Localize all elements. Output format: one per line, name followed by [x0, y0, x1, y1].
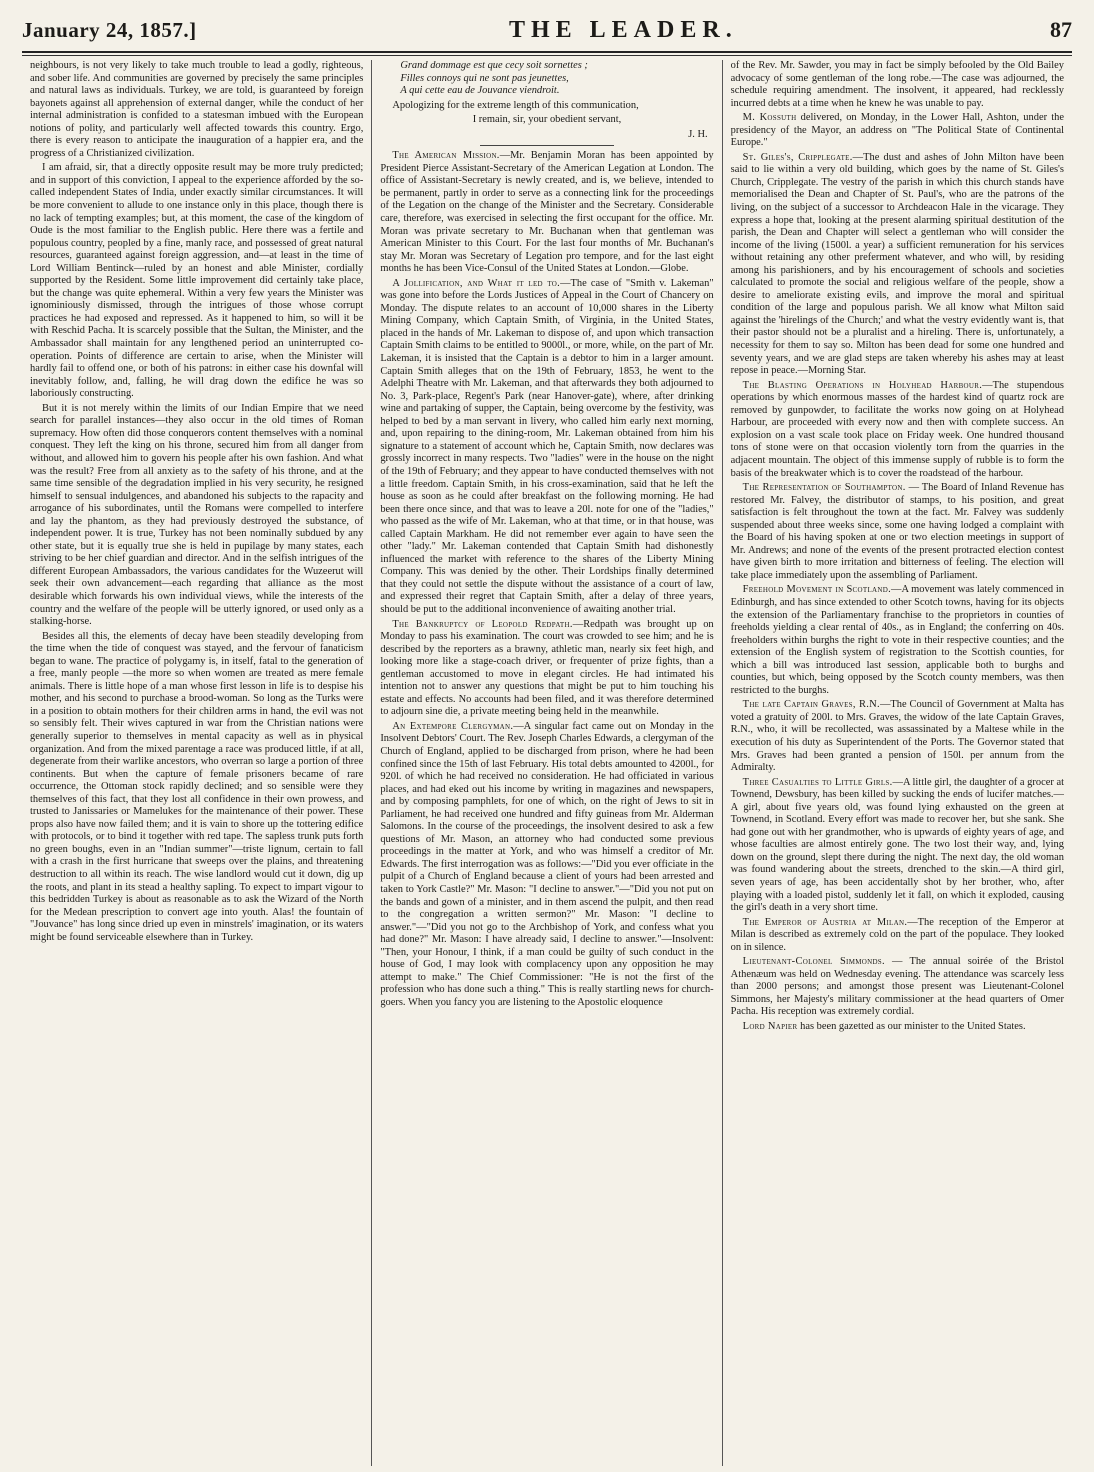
article-heading: Lord Napier — [742, 1021, 798, 1033]
article — [380, 278, 713, 617]
article — [380, 619, 713, 719]
article-body: —Redpath was brought up on Monday to pass his examination. The court was crowded to see him; and he is described by the reporters as a brawny, athletic man, nearly six feet high, and looking more like a stage-coach driver, or frequenter of prize fights, than a gentleman accustomed to move in elegant circles. He had intimated his intention not to answer any questions that might be put to him touching his estate and effects. No accounts had been filed, and it was therefore determined to adjourn sine die, a private meeting being held in the meanwhile. — [380, 618, 714, 718]
paragraph: Besides all this, the elements of decay have been steadily developing from the time when the tide of conquest was stayed, and the fervour of fanaticism began to wane. The practice of polygamy is, in itself, fatal to the generation of a free, manly people —the more so when women are treated as mere female animals. There is little hope of a man whose first lesson in life is to despise his mother, and his second to purchase a brood-woman. So long as the Turks were in a position to obtain mothers for their children arms in hand, the evil was not so sensibly felt. Their wives captured in war from the Christian nations were generally superior to themselves in mental capacity as well as in physical organization. And from the mixed parentage a race was produced little, if at all, degenerate from their warlike ancestors, who overran so large a portion of three continents. But when the capture of female prisoners became of rare occurrence, the Ottoman stock rapidly declined; and so sensible were they themselves of this fact, that they lost all confidence in their own prowess, and trusted to Janissaries or Mamelukes for the maintenance of their power. These props also have now failed them; and it is vain to shore up the tottering edifice with protocols, or to bind it together with red tape. The sapless trunk puts forth no green boughs, even in an "Indian summer"—triste lignum, certain to fall with a crash in the first hurricane that sweeps over the plains, and threatening destruction to all within its reach. The wise landlord would cut it down, dig up the roots, and plant in its stead a healthy sapling. To expect to impart vigour to this bedridden Turkey is about as reasonable as to ask the Wizard of the North for the Medean prescription to convert age into youth. Alas! the fountain of "Jouvance" has long since dried up even in minstrels' imagination, or its waters might be found serviceable elsewhere than in Turkey. — [30, 630, 364, 943]
article-body: —The dust and ashes of John Milton have been said to lie within a very old building, which goes by the name of St. Giles's Church, Cripplegate. The vestry of the parish in which this church stands have memorialised the Dean and Chapter of St. Paul's, who are the patrons of the living, on the subject of a successor to Archdeacon Hale in the vicarage. They express a hope that, looking at the present alarming spiritual destitution of the parish, the Dean and Chapter will select a gentleman who will consider the income of the living (1500l. a year) a sufficient remuneration for his services without retaining any other preferment whatever, and who will, by residing among his parishioners, and by his encouragement of schools and societies calculated to promote the social and religious welfare of the people, show a desire to ameliorate existing evils, and improve the moral and spiritual condition of the large and populous parish. We all know what Milton said against the 'hirelings of the Church;' and what the vestry evidently want is, that their pastor should not be a pluralist and a hireling. There is, unfortunately, a necessity for them to say so. Milton has been dead for some one hundred and seventy years, and we are glad steps are taken whereby his ashes may at least repose in peace.—Morning Star. — [730, 151, 1064, 377]
article — [731, 380, 1064, 480]
article-heading: Three Casualties to Little Girls. — [742, 776, 893, 788]
separator-rule — [480, 145, 613, 146]
header-rule — [22, 51, 1072, 53]
article — [731, 956, 1064, 1019]
article-heading: St. Giles's, Cripplegate. — [742, 151, 853, 163]
header-rule-thin — [22, 55, 1072, 56]
article-heading: A Jollification, and What it led to. — [392, 277, 561, 289]
article — [731, 1021, 1064, 1034]
paragraph: neighbours, is not very likely to take much trouble to lead a godly, righteous, and sober life. And communities are governed by precisely the same principles and natural laws as individuals. Turkey, we are told, is guaranteed by foreign bayonets against all apprehension of external danger, while the conduct of her internal administration is confided to a statesman imbued with the European notions of polity, and particularly well affected towards this country. Ergo, there is every reason to anticipate the inauguration of a happier era, and the progress of a Christianized civilization. — [30, 60, 364, 159]
article-body: —A singular fact came out on Monday in the Insolvent Debtors' Court. The Rev. Joseph Charles Edwards, a clergyman of the Church of England, applied to be discharged from prison, where he had been confined since the 15th of last February. His total debts amounted to 4200l., for 920l. of which he had received no consideration. He had officiated in various places, and had eked out his income by writing in magazines and newspapers, and by composing pamphlets, for one of which, on the right of Jews to sit in Parliament, he had received one hundred and fifty guineas from Mr. Alderman Salomons. In the course of the proceedings, the insolvent desired to ask a few questions of Mr. Mason, an attorney who had conducted some previous proceedings in the matter at York, and who was himself a creditor of Mr. Edwards. The first interrogation was as follows:—"Did you ever officiate in the pulpit of a Church of England because a client of yours had been arrested and taken to York Castle?" Mr. Mason: "I decline to answer."—"Did you not put on the bands and gown of a minister, and in them ascend the pulpit, and then read to the congregation a written sermon?" Mr. Mason: "I decline to answer."—"Did you not go to the Archbishop of York, and confess what you had done?" Mr. Mason: I have already said, I decline to answer."—Insolvent: "Then, your Honour, I think, if a man could be guilty of such conduct in the house of God, I may look with complacency upon any opposition he may attempt to make." The Chief Commissioner: "He is not the first of the profession who has done such a thing." This is really startling news for church-goers. When you fancy you are listening to the Apostolic eloquence — [380, 720, 714, 1008]
article — [731, 482, 1064, 582]
verse-line: Filles connoys qui ne sont pas jeunettes, — [400, 72, 569, 84]
article-body: —The Council of Government at Malta has voted a gratuity of 200l. to Mrs. Graves, the widow of the late Captain Graves, R.N., who, it will be recollected, was assassinated by a Maltese while in the execution of his duty as Superintendent of the Ports. The Governor stated that Mrs. Graves had been granted a pension of 150l. per annum from the Admiralty. — [730, 699, 1064, 774]
column-right — [722, 60, 1072, 1466]
column-middle — [371, 60, 721, 1466]
verse-line: Grand dommage est que cecy soit sornettes ; — [400, 60, 588, 71]
article — [380, 721, 713, 1010]
issue-date: January 24, 1857.] — [22, 17, 197, 42]
article-body: —Mr. Benjamin Moran has been appointed by President Pierce Assistant-Secretary of the American Legation at London. The office of Assistant-Secretary is newly created, and is, we believe, intended to be permanent, partly in order to serve as a connecting link for the proceedings of the Legation on the change of the Minister and the Secretary. Considerable care, therefore, was exercised in selecting the first occupant for the office. Mr. Moran was private secretary to Mr. Buchanan when that gentleman was American Minister to this Court. For the last four months of Mr. Buchanan's stay Mr. Moran was Secretary of Legation pro tempore, and for the last eight months he has been Vice-Consul of the United States at London.—Globe. — [380, 150, 714, 275]
paper-title: THE LEADER. — [508, 16, 738, 43]
article-heading: Lieutenant-Colonel Simmonds. — [742, 956, 885, 968]
article-body: delivered, on Monday, in the Lower Hall, Ashton, under the presidency of the Mayor, an address on "The Political State of Continental Europe." — [730, 112, 1064, 149]
article — [731, 60, 1064, 110]
article-body: has been gazetted as our minister to the United States. — [797, 1021, 1026, 1033]
article — [731, 112, 1064, 150]
columns — [22, 60, 1072, 1466]
article — [731, 699, 1064, 774]
french-verse — [380, 60, 713, 98]
article-body: —A movement was lately commenced in Edinburgh, and has since extended to other Scotch towns, having for its objects the extension of the Parliamentary franchise to the proprietors in counties of freeholds yielding a clear rental of 40s., as in England; the conferring on 40s. freeholders within burghs the right to vote in their respective counties; and the extension of the English system of registration to the Scottish counties, for which a bill was introduced last session, applicable both to burghs and counties, but which, being opposed by the Scotch county members, was then restricted to the burghs. — [730, 584, 1064, 696]
article — [731, 777, 1064, 915]
letter-signature: J. H. — [688, 128, 708, 140]
column-left — [22, 60, 371, 1466]
article — [731, 152, 1064, 378]
article — [731, 584, 1064, 697]
article-heading: The Blasting Operations in Holyhead Harbour. — [742, 379, 983, 391]
article-heading: M. Kossuth — [742, 112, 797, 124]
page-number: 87 — [1049, 17, 1072, 42]
article-heading: The Bankruptcy of Leopold Redpath. — [392, 618, 573, 630]
article-heading: The American Mission. — [392, 150, 500, 162]
article-body: — The annual soirée of the Bristol Athenæum was held on Wednesday evening. The attendance was scarcely less than 2000 persons; and amongst those present was Lieutenant-Colonel Simmons, her Majesty's military commissioner at the head quarters of Omer Pacha. His reception was extremely cordial. — [730, 956, 1064, 1018]
article-heading: The Emperor of Austria at Milan. — [742, 916, 908, 928]
article-heading: Freehold Movement in Scotland. — [742, 584, 891, 596]
article-body: —The case of "Smith v. Lakeman" was gone into before the Lords Justices of Appeal in the Court of Chancery on Monday. The dispute relates to an account of 10,000 shares in the Liberty Mining Company, which Captain Smith, of Virginia, in the United States, placed in the hands of Mr. Lakeman to dispose of, and upon which transaction Captain Smith claims to be entitled to 9000l., or more, while, on the part of Mr. Lakeman, it is insisted that the Captain is a debtor to him in a larger amount. Captain Smith alleges that on the 19th of February, 1853, he went to the Adelphi Theatre with Mr. Lakeman, and that afterwards they both adjourned to No. 3, Park-place, Regent's Park (near Hanover-gate), where, after drinking wine and partaking of supper, the Captain, being overcome by the festivity, was helped to bed by a man servant in livery, who called him early next morning, and, upon repairing to the dining-room, Mr. Lakeman obtained from him his signature to a statement of account which he, Captain Smith, now declares was grossly incorrect in many respects. Two "ladies" were in the house on the night of the 19th of February; and they appear to have conducted themselves with not a little freedom. Captain Smith, in his cross-examination, said that he left the house as soon as he could after breakfast on the following morning. He had been there once since, and that was to leave a 20l. note for one of the "ladies," who passed as the wife of Mr. Lakeman, who at that time, or in that house, was called Captain Markham. He did not remember ever again to have seen the other "lady." Mr. Lakeman contended that Captain Smith had dishonestly influenced the market with reference to the shares of the Liberty Mining Company. This was denied by the other. Their Lordships finally determined that they could not settle the dispute without the assistance of a court of law, and expressed their regret that Captain Smith, after a delay of three years, should be put to the additional inconvenience of awaiting another trial. — [380, 277, 714, 615]
apology-line: Apologizing for the extreme length of this communication, — [392, 99, 639, 111]
letter-signoff: I remain, sir, your obedient servant, — [472, 114, 622, 126]
article-body: of the Rev. Mr. Sawder, you may in fact be simply befooled by the Old Bailey advocacy of some gentleman of the long robe.—The case was adjourned, the schedule requiring amendment. The insolvent, it appeared, had recklessly incurred debts at a time when he knew he was unable to pay. — [730, 60, 1064, 109]
masthead — [22, 10, 1072, 50]
article-body: —The stupendous operations by which enormous masses of the hardest kind of quartz rock are removed by gunpowder, to facilitate the works now going on at Holyhead Harbour, are proceeded with every now and then with complete success. An explosion on a vast scale took place on Friday week. One hundred thousand tons of stone were on that occasion violently torn from the quarries in the adjacent mountain. The object of this immense supply of rubble is to form the basis of the breakwater which is to cover the roadstead of the harbour. — [730, 379, 1064, 479]
article-body: — The Board of Inland Revenue has restored Mr. Falvey, the distributor of stamps, to his position, and great satisfaction is felt throughout the town at the fact. Mr. Falvey was suddenly suspended about three weeks since, some one having lodged a complaint with the Board of his having spoken at one or two election meetings in support of Mr. Andrews; and none of the events of the present protracted election contest have given birth to more irritation and bitterness of feeling. The election will take place immediately upon the assembling of Parliament. — [730, 482, 1064, 581]
article — [380, 150, 713, 275]
article-heading: The Representation of Southampton. — [742, 482, 906, 494]
article-body: —The reception of the Emperor at Milan is described as extremely cold on the part of the populace. They looked on in silence. — [730, 916, 1064, 953]
verse-line: A qui cette eau de Jouvance viendroit. — [400, 85, 560, 97]
article-heading: An Extempore Clergyman. — [392, 720, 514, 732]
paragraph: I am afraid, sir, that a directly opposite result may be more truly predicted; and in support of this conviction, I appeal to the experience afforded by the so-called independent States of India, under exactly similar circumstances. It will be more convenient to allude to one instance only in this place, though there is no lack of tempting examples; but, at this moment, the case of the kingdom of Oude is the most familiar to the English public. Here there was a fertile and populous country, peopled by a fine, manly race, and possessed of great natural resources, guaranteed against foreign aggression, and—at least in the time of Lord William Bentinck—ruled by an honest and able Minister, cordially supported by the Resident. Some little improvement did certainly take place, but the change was quite ephemeral. Within a very few years the Minister was ignominiously dismissed, through the intrigues of those whose corrupt practices he had exposed and repressed. As it happened to him, so will it be with Reschid Pacha. It is scarcely possible that the Sultan, the Minister, and the Ambassador shall maintain for any lengthened period an uninterrupted co-operation. Points of difference are certain to arise, when the Minister will hardly fail to offend one, or both of his patrons: in either case his downfal will inevitably follow, and, falling, he will drag down the edifice he was so laboriously constructing. — [30, 162, 364, 400]
article-body: —A little girl, the daughter of a grocer at Townend, Dewsbury, has been killed by sucking the ends of lucifer matches.—A girl, about five years old, was found lying exhausted on the green at Townend, in Scotland. Every effort was made to recover her, but she sank. She had gone out with her grandmother, who is upwards of eighty years of age, and whose faculties are almost entirely gone. The two lost their way, and, lying down on the ground, slept there during the night. The next day, the old woman was found wandering about the streets, drenched to the skin.—A third girl, seven years of age, has been accidentally shot by her brother, who, after playing with a loaded pistol, suddenly let it fall, on which it exploded, causing the girl's death in a very short time. — [730, 776, 1064, 914]
paragraph: But it is not merely within the limits of our Indian Empire that we need search for parallel instances—they also occur in the old times of Roman supremacy. How often did those conquerors content themselves with a nominal conquest. They left the king on his throne, secured him from all danger from without, and allowed him to govern his people after his own fashion. And what was the result? Free from all anxiety as to the safety of his throne, and at the same time sensible of the degradation implied in his very security, he resigned himself to sensual indulgences, and abandoned his subjects to the rapacity and arrogance of his subordinates, until the Romans were compelled to interfere and lay the phantom, as they had previously destroyed the substance, of independent power. It is true, Turkey has not been nominally subdued by any other state, but it is equally true she is held in pupilage by many states, each striving to be her chief guardian and director. And in the selfish intrigues of the different European Ambassadors, the various candidates for the Wuzeerut will seek their own advancement—each regarding that alliance as the most desirable which forwards his own individual views, while the interests of the country and the welfare of the people will be utterly ignored, or used only as a stalking-horse. — [30, 402, 364, 628]
article-heading: The late Captain Graves, R.N. — [742, 699, 880, 711]
article — [731, 917, 1064, 955]
